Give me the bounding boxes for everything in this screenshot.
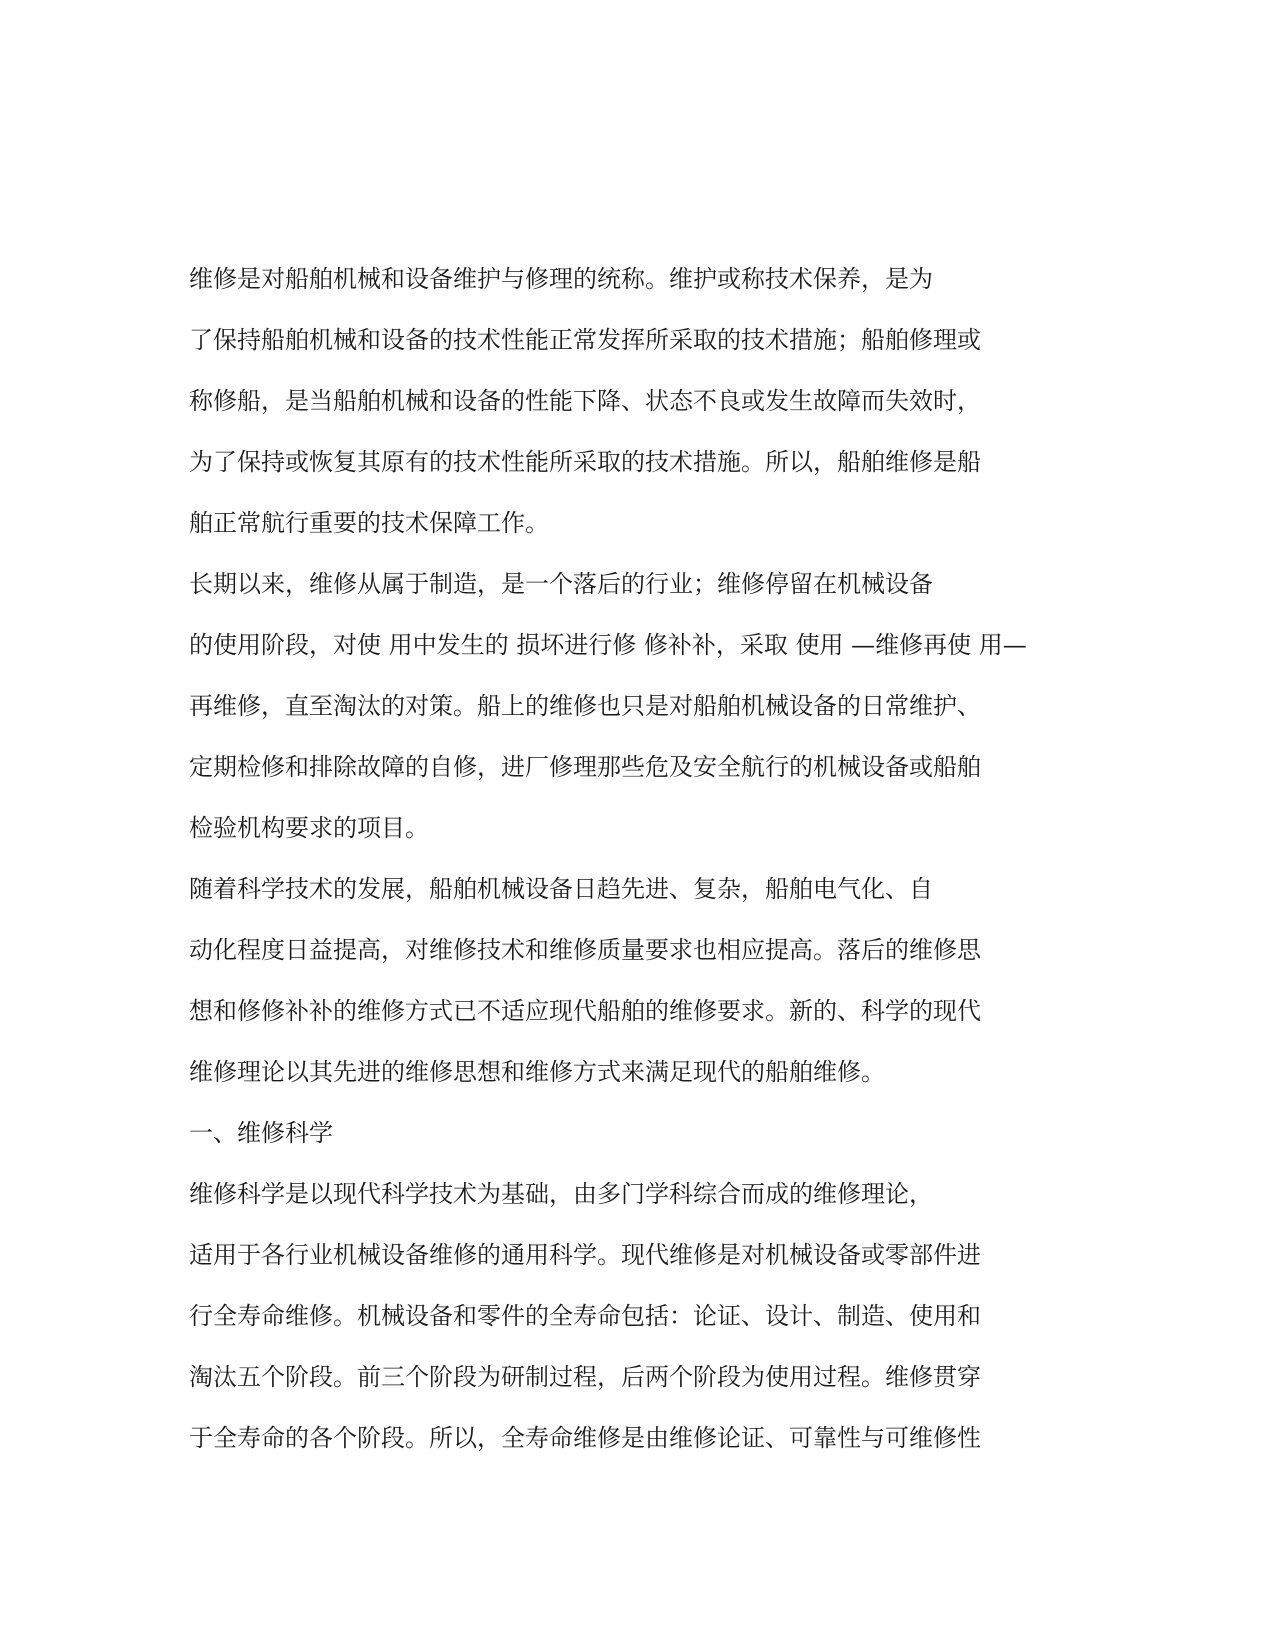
text-line: 长期以来，维修从属于制造，是一个落后的行业；维修停留在机械设备: [189, 570, 933, 598]
text-line: 检验机构要求的项目。: [189, 814, 429, 842]
text-line: 了保持船舶机械和设备的技术性能正常发挥所采取的技术措施；船舶修理或: [189, 326, 981, 354]
text-line: 维修理论以其先进的维修思想和维修方式来满足现代的船舶维修。: [189, 1058, 885, 1086]
text-line: 维修是对船舶机械和设备维护与修理的统称。维护或称技术保养，是为: [189, 265, 933, 293]
text-line: 维修科学是以现代科学技术为基础，由多门学科综合而成的维修理论，: [189, 1180, 933, 1208]
text-line: 随着科学技术的发展，船舶机械设备日趋先进、复杂，船舶电气化、自: [189, 875, 933, 903]
body-text: [189, 258, 1089, 1478]
text-line: 定期检修和排除故障的自修，进厂修理那些危及安全航行的机械设备或船舶: [189, 753, 981, 781]
text-line: 的使用阶段，对使 用中发生的 损坏进行修 修补补，采取 使用 —维修再使 用—: [189, 631, 1027, 659]
text-line: 淘汰五个阶段。前三个阶段为研制过程，后两个阶段为使用过程。维修贯穿: [189, 1363, 981, 1391]
text-line: 于全寿命的各个阶段。所以，全寿命维修是由维修论证、可靠性与可维修性: [189, 1424, 981, 1452]
text-line: 舶正常航行重要的技术保障工作。: [189, 509, 549, 537]
text-line: 想和修修补补的维修方式已不适应现代船舶的维修要求。新的、科学的现代: [189, 997, 981, 1025]
text-line: 为了保持或恢复其原有的技术性能所采取的技术措施。所以，船舶维修是船: [189, 448, 981, 476]
text-line: 再维修，直至淘汰的对策。船上的维修也只是对船舶机械设备的日常维护、: [189, 692, 981, 720]
text-line: 适用于各行业机械设备维修的通用科学。现代维修是对机械设备或零部件进: [189, 1241, 981, 1269]
text-line: 动化程度日益提高，对维修技术和维修质量要求也相应提高。落后的维修思: [189, 936, 981, 964]
text-line: 称修船，是当船舶机械和设备的性能下降、状态不良或发生故障而失效时，: [189, 387, 981, 415]
section-heading: 一、维修科学: [189, 1119, 333, 1147]
text-line: 行全寿命维修。机械设备和零件的全寿命包括：论证、设计、制造、使用和: [189, 1302, 981, 1330]
